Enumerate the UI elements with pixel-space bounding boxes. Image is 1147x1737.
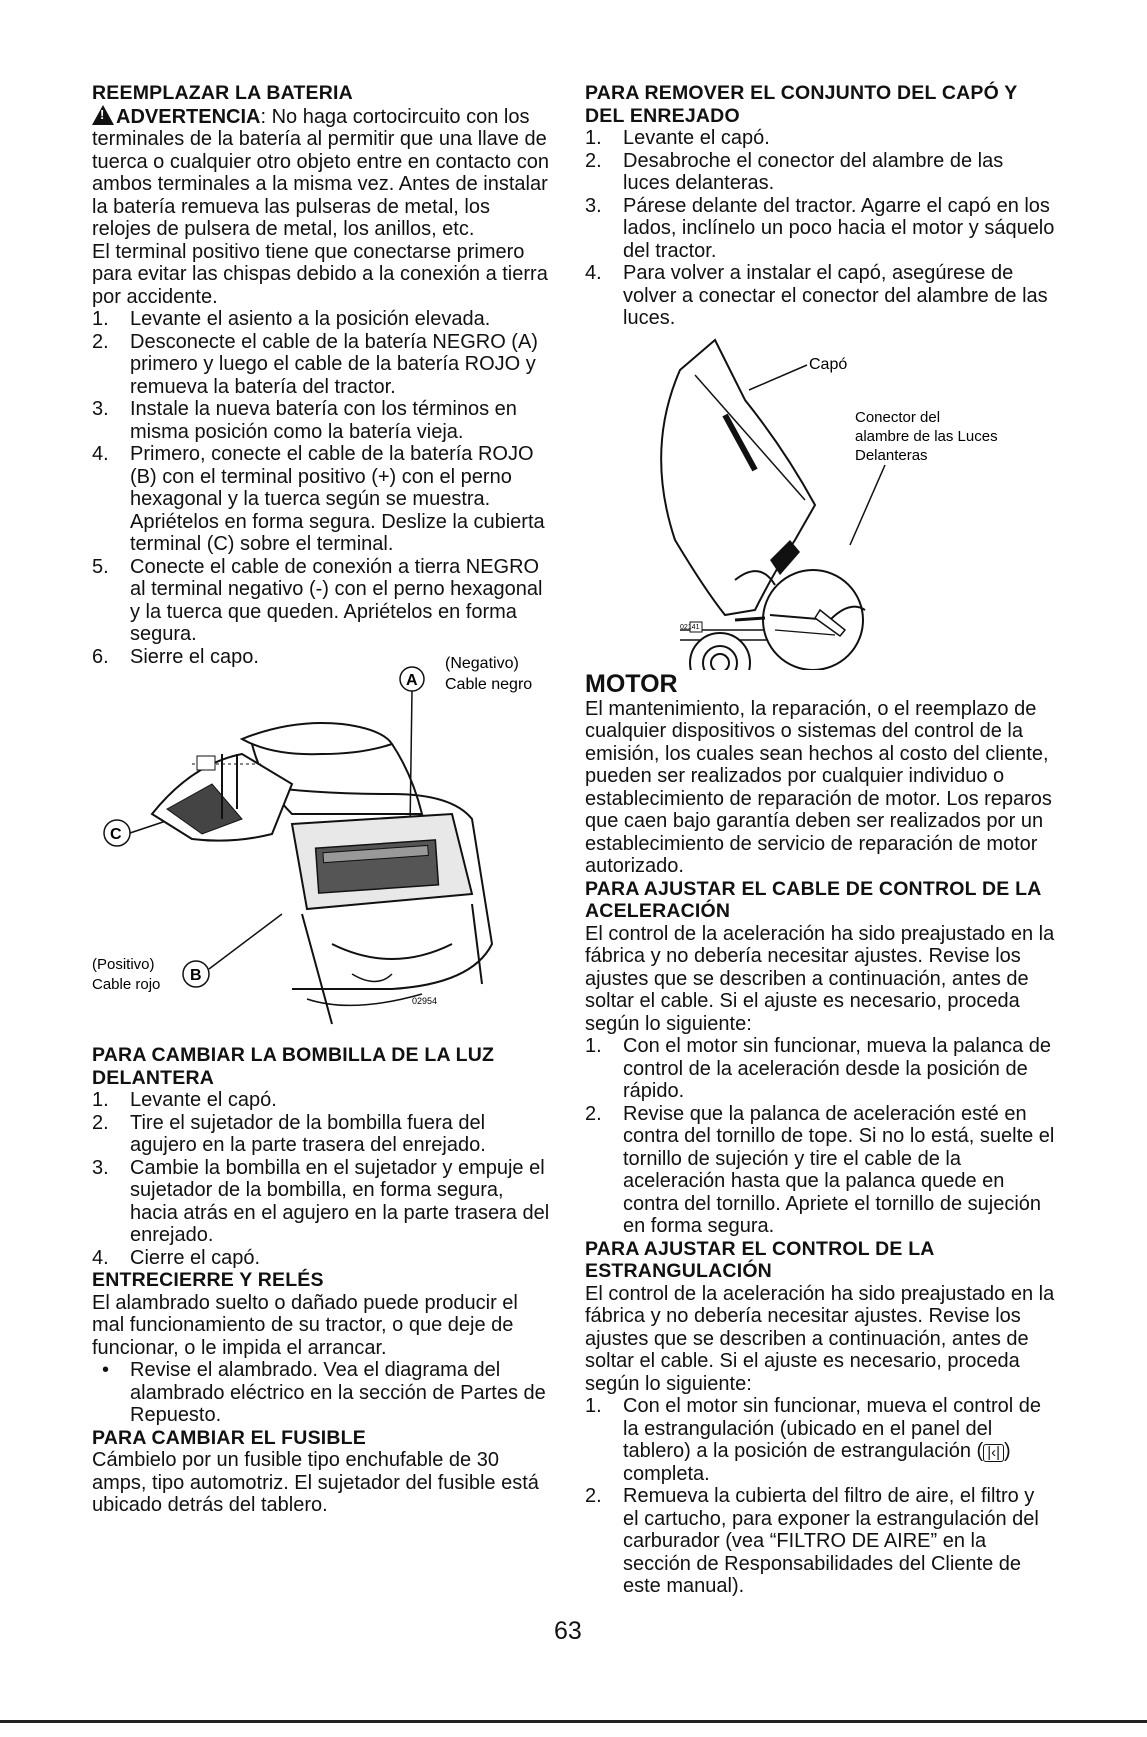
warning-label: ADVERTENCIA — [116, 105, 261, 128]
right-column — [585, 82, 1055, 1598]
connector-label-line1: Conector del — [855, 408, 941, 426]
hood-title: PARA REMOVER EL CONJUNTO DEL CAPÓ Y DEL ENREJADO — [585, 82, 1018, 127]
wiring-bullets — [92, 1359, 550, 1427]
battery-illustration — [92, 644, 550, 1044]
motor-text: El mantenimiento, la reparación, o el reemplazo de cualquier dispositivos o sistemas del control de la emisión, los cuales sean hechos al costo del cliente, pueden ser realizados por cualquier individuo o establecimiento de reparación de motor. Los reparos que caen bajo garantía deben ser realizados por un establecimiento de servicio de reparación de motor autorizado. — [585, 697, 1052, 877]
list-item: • Revise el alambrado. Vea el diagrama del alambrado eléctrico en la sección de Partes de Repuesto. — [102, 1359, 546, 1426]
list-item: 2. Tire el sujetador de la bombilla fuera del agujero en la parte trasera del enrejado. — [92, 1111, 486, 1156]
list-item: 4. Cierre el capó. — [92, 1246, 261, 1269]
list-item: 4. Primero, conecte el cable de la batería ROJO (B) con el terminal positivo (+) con el perno hexagonal y la tuerca según se muestra. Apriételos en forma segura. Deslize la cubierta terminal (C) sobre el terminal. — [92, 443, 545, 555]
bulb-title: PARA CAMBIAR LA BOMBILLA DE LA LUZ DELANTERA — [92, 1044, 495, 1089]
list-item: 1. Con el motor sin funcionar, mueva el control de la estrangulación (ubicado en el panel del tablero) a la posición de estrangulación ( |‹| ) completa. — [585, 1395, 1041, 1485]
list-item: 2. Desabroche el conector del alambre de las luces delanteras. — [585, 149, 1004, 194]
list-item: 1. Levante el capó. — [92, 1089, 277, 1111]
warning-text: : No haga cortocircuito con los terminales de la batería al permitir que una llave de tuerca o cualquier otro objeto entre en contacto con ambos terminales a la misma vez. Antes de instalar la batería remueva las pulseras de metal, los relojes de pulsera de metal, los anillos, etc. — [92, 105, 549, 240]
hood-figure — [585, 330, 1055, 670]
motor-title: MOTOR — [585, 669, 678, 698]
cable-negro-label: Cable negro — [445, 676, 533, 693]
list-item: 4. Para volver a instalar el capó, asegúrese de volver a conectar el conector del alambre de las luces. — [585, 262, 1048, 329]
battery-steps — [92, 308, 550, 668]
throttle-title: PARA AJUSTAR EL CABLE DE CONTROL DE LA ACELERACIÓN — [585, 877, 1041, 922]
capo-label: Capó — [809, 355, 848, 373]
list-item: 1. Con el motor sin funcionar, mueva la palanca de control de la aceleración desde la posición de rápido. — [585, 1035, 1052, 1102]
callout-a: A — [406, 672, 418, 689]
list-item: 6. Sierre el capo. — [92, 645, 259, 668]
list-item: 2. Revise que la palanca de aceleración esté en contra del tornillo de tope. Si no lo está, suelte el tornillo de sujeción y tire el cable de la aceleración hasta que la palanca quede en contra del tornillo. Apriete el tornillo de sujeción en forma segura. — [585, 1102, 1055, 1237]
list-item: 3. Cambie la bombilla en el sujetador y empuje el sujetador de la bombilla, en forma segura, hacia atrás en el agujero en la parte trasera del enrejado. — [92, 1156, 550, 1246]
connector-label-line2: alambre de las Luces — [855, 427, 998, 445]
list-item: 2. Remueva la cubierta del filtro de aire, el filtro y el cartucho, para exponer la estrangulación del carburador (vea “FILTRO DE AIRE” en la sección de Responsabilidades del Cliente de este manual). — [585, 1485, 1039, 1597]
fuse-title: PARA CAMBIAR EL FUSIBLE — [92, 1426, 366, 1449]
cable-rojo-label: Cable rojo — [92, 976, 161, 993]
bottom-rule — [0, 1720, 1147, 1723]
throttle-steps — [585, 1035, 1055, 1238]
battery-title: REEMPLAZAR LA BATERIA — [92, 82, 353, 104]
list-item: 2. Desconecte el cable de la batería NEGRO (A) primero y luego el cable de la batería ROJO y remueva la batería del tractor. — [92, 330, 538, 398]
connector-label-line3: Delanteras — [855, 446, 928, 464]
list-item: 1. Levante el capó. — [585, 127, 770, 149]
throttle-text: El control de la aceleración ha sido preajustado en la fábrica y no debería necesitar ajustes. Revise los ajustes que se describen a continuación, antes de soltar el cable. Si el ajuste es necesario, proceda según lo siguiente: — [585, 922, 1055, 1035]
wiring-text: El alambrado suelto o dañado puede producir el mal funcionamiento de su tractor, o que deje de funcionar, o le impida el arrancar. — [92, 1291, 518, 1359]
bulb-steps — [92, 1089, 550, 1269]
positivo-label: (Positivo) — [92, 956, 155, 973]
callout-b: B — [190, 967, 202, 984]
wiring-title: ENTRECIERRE Y RELÉS — [92, 1269, 324, 1291]
battery-figure — [92, 644, 550, 1044]
list-item: 3. Instale la nueva batería con los términos en misma posición como la batería vieja. — [92, 398, 517, 443]
negativo-label: (Negativo) — [445, 655, 519, 672]
callout-c: C — [110, 826, 122, 843]
battery-warning — [92, 105, 550, 241]
figure-code: 02954 — [412, 996, 438, 1006]
hood-illustration — [585, 330, 1055, 670]
choke-text: El control de la aceleración ha sido preajustado en la fábrica y no debería necesitar ajustes. Revise los ajustes que se describen a continuación, antes de soltar el cable. Si el ajuste es necesario, proceda según lo siguiente: — [585, 1282, 1055, 1395]
page-number: 63 — [554, 1617, 582, 1645]
choke-symbol-icon: |‹| — [983, 1444, 1004, 1462]
hood-figure-code: 02141 — [680, 623, 700, 631]
list-item: 5. Conecte el cable de conexión a tierra NEGRO al terminal negativo (-) con el perno hexagonal y la tuerca que queden. Apriételos en forma segura. — [92, 555, 543, 645]
battery-note: El terminal positivo tiene que conectarse primero para evitar las chispas debido a la conexión a tierra por accidente. — [92, 240, 548, 308]
choke-steps — [585, 1395, 1055, 1598]
left-column — [92, 82, 550, 1517]
list-item: 3. Párese delante del tractor. Agarre el capó en los lados, inclínelo un poco hacia el motor y sáquelo del tractor. — [585, 194, 1055, 262]
choke-title: PARA AJUSTAR EL CONTROL DE LA ESTRANGULACIÓN — [585, 1237, 934, 1282]
warning-triangle-icon: ! — [92, 105, 114, 125]
list-item: 1. Levante el asiento a la posición elevada. — [92, 308, 491, 330]
hood-steps — [585, 127, 1055, 330]
fuse-text: Cámbielo por un fusible tipo enchufable de 30 amps, tipo automotriz. El sujetador del fusible está ubicado detrás del tablero. — [92, 1449, 539, 1516]
